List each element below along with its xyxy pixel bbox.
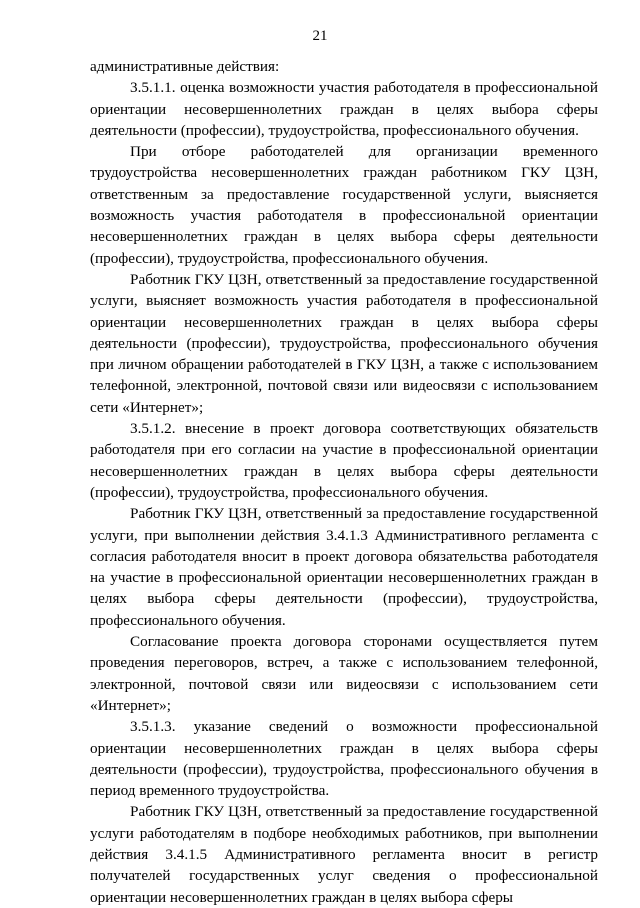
paragraph-clause-3-5-1-1: 3.5.1.1. оценка возможности участия работодателя в профессиональной ориентации несовершеннолетних граждан в целях выбора сферы деятельности (профессии), трудоустройства, профессионального обучения.: [90, 79, 598, 139]
paragraph-contract-agreement: Согласование проекта договора сторонами осуществляется путем проведения переговоров, встреч, а также с использованием телефонной, электронной, почтовой связи или видеосвязи с использованием сети «Интернет»;: [90, 633, 598, 714]
paragraph-continuation: административные действия:: [90, 58, 280, 75]
paragraph-contract-obligations: Работник ГКУ ЦЗН, ответственный за предоставление государственной услуги, при выполнении действия 3.4.1.3 Административного регламента с согласия работодателя вносит в проект договора обязательства работодателя на участие в профессиональной ориентации несовершеннолетних граждан в целях выбора сферы деятельности (профессии), трудоустройства, профессионального обучения.: [90, 505, 598, 629]
paragraph-clause-3-5-1-2: 3.5.1.2. внесение в проект договора соответствующих обязательств работодателя при его согласии на участие в профессиональной ориентации несовершеннолетних граждан в целях выбора сферы деятельности (профессии), трудоустройства, профессионального обучения.: [90, 420, 598, 501]
page-number: 21: [312, 28, 328, 44]
paragraph-employer-selection: При отборе работодателей для организации временного трудоустройства несовершеннолетних граждан работником ГКУ ЦЗН, ответственным за предоставление государственной услуги, выясняется возможность участия работодателя в профессиональной ориентации несовершеннолетних граждан в целях выбора сферы деятельности (профессии), трудоустройства, профессионального обучения.: [90, 143, 598, 267]
paragraph-clause-3-5-1-3: 3.5.1.3. указание сведений о возможности профессиональной ориентации несовершеннолетних граждан в целях выбора сферы деятельности (профессии), трудоустройства, профессионального обучения в период временного трудоустройства.: [90, 718, 598, 800]
document-body: [90, 56, 598, 908]
paragraph-registry-entry: Работник ГКУ ЦЗН, ответственный за предоставление государственной услуги работодателям в подборе необходимых работников, при выполнении действия 3.4.1.5 Административного регламента вносит в регистр получателей государственных услуг сведения о профессиональной ориентации несовершеннолетних граждан в целях выбора сферы: [90, 803, 598, 906]
paragraph-czn-worker-clarifies: Работник ГКУ ЦЗН, ответственный за предоставление государственной услуги, выясняет возможность участия работодателя в профессиональной ориентации несовершеннолетних граждан в целях выбора сферы деятельности (профессии), трудоустройства, профессионального обучения при личном обращении работодателей в ГКУ ЦЗН, а также с использованием телефонной, электронной, почтовой связи или видеосвязи с использованием сети «Интернет»;: [90, 270, 598, 416]
